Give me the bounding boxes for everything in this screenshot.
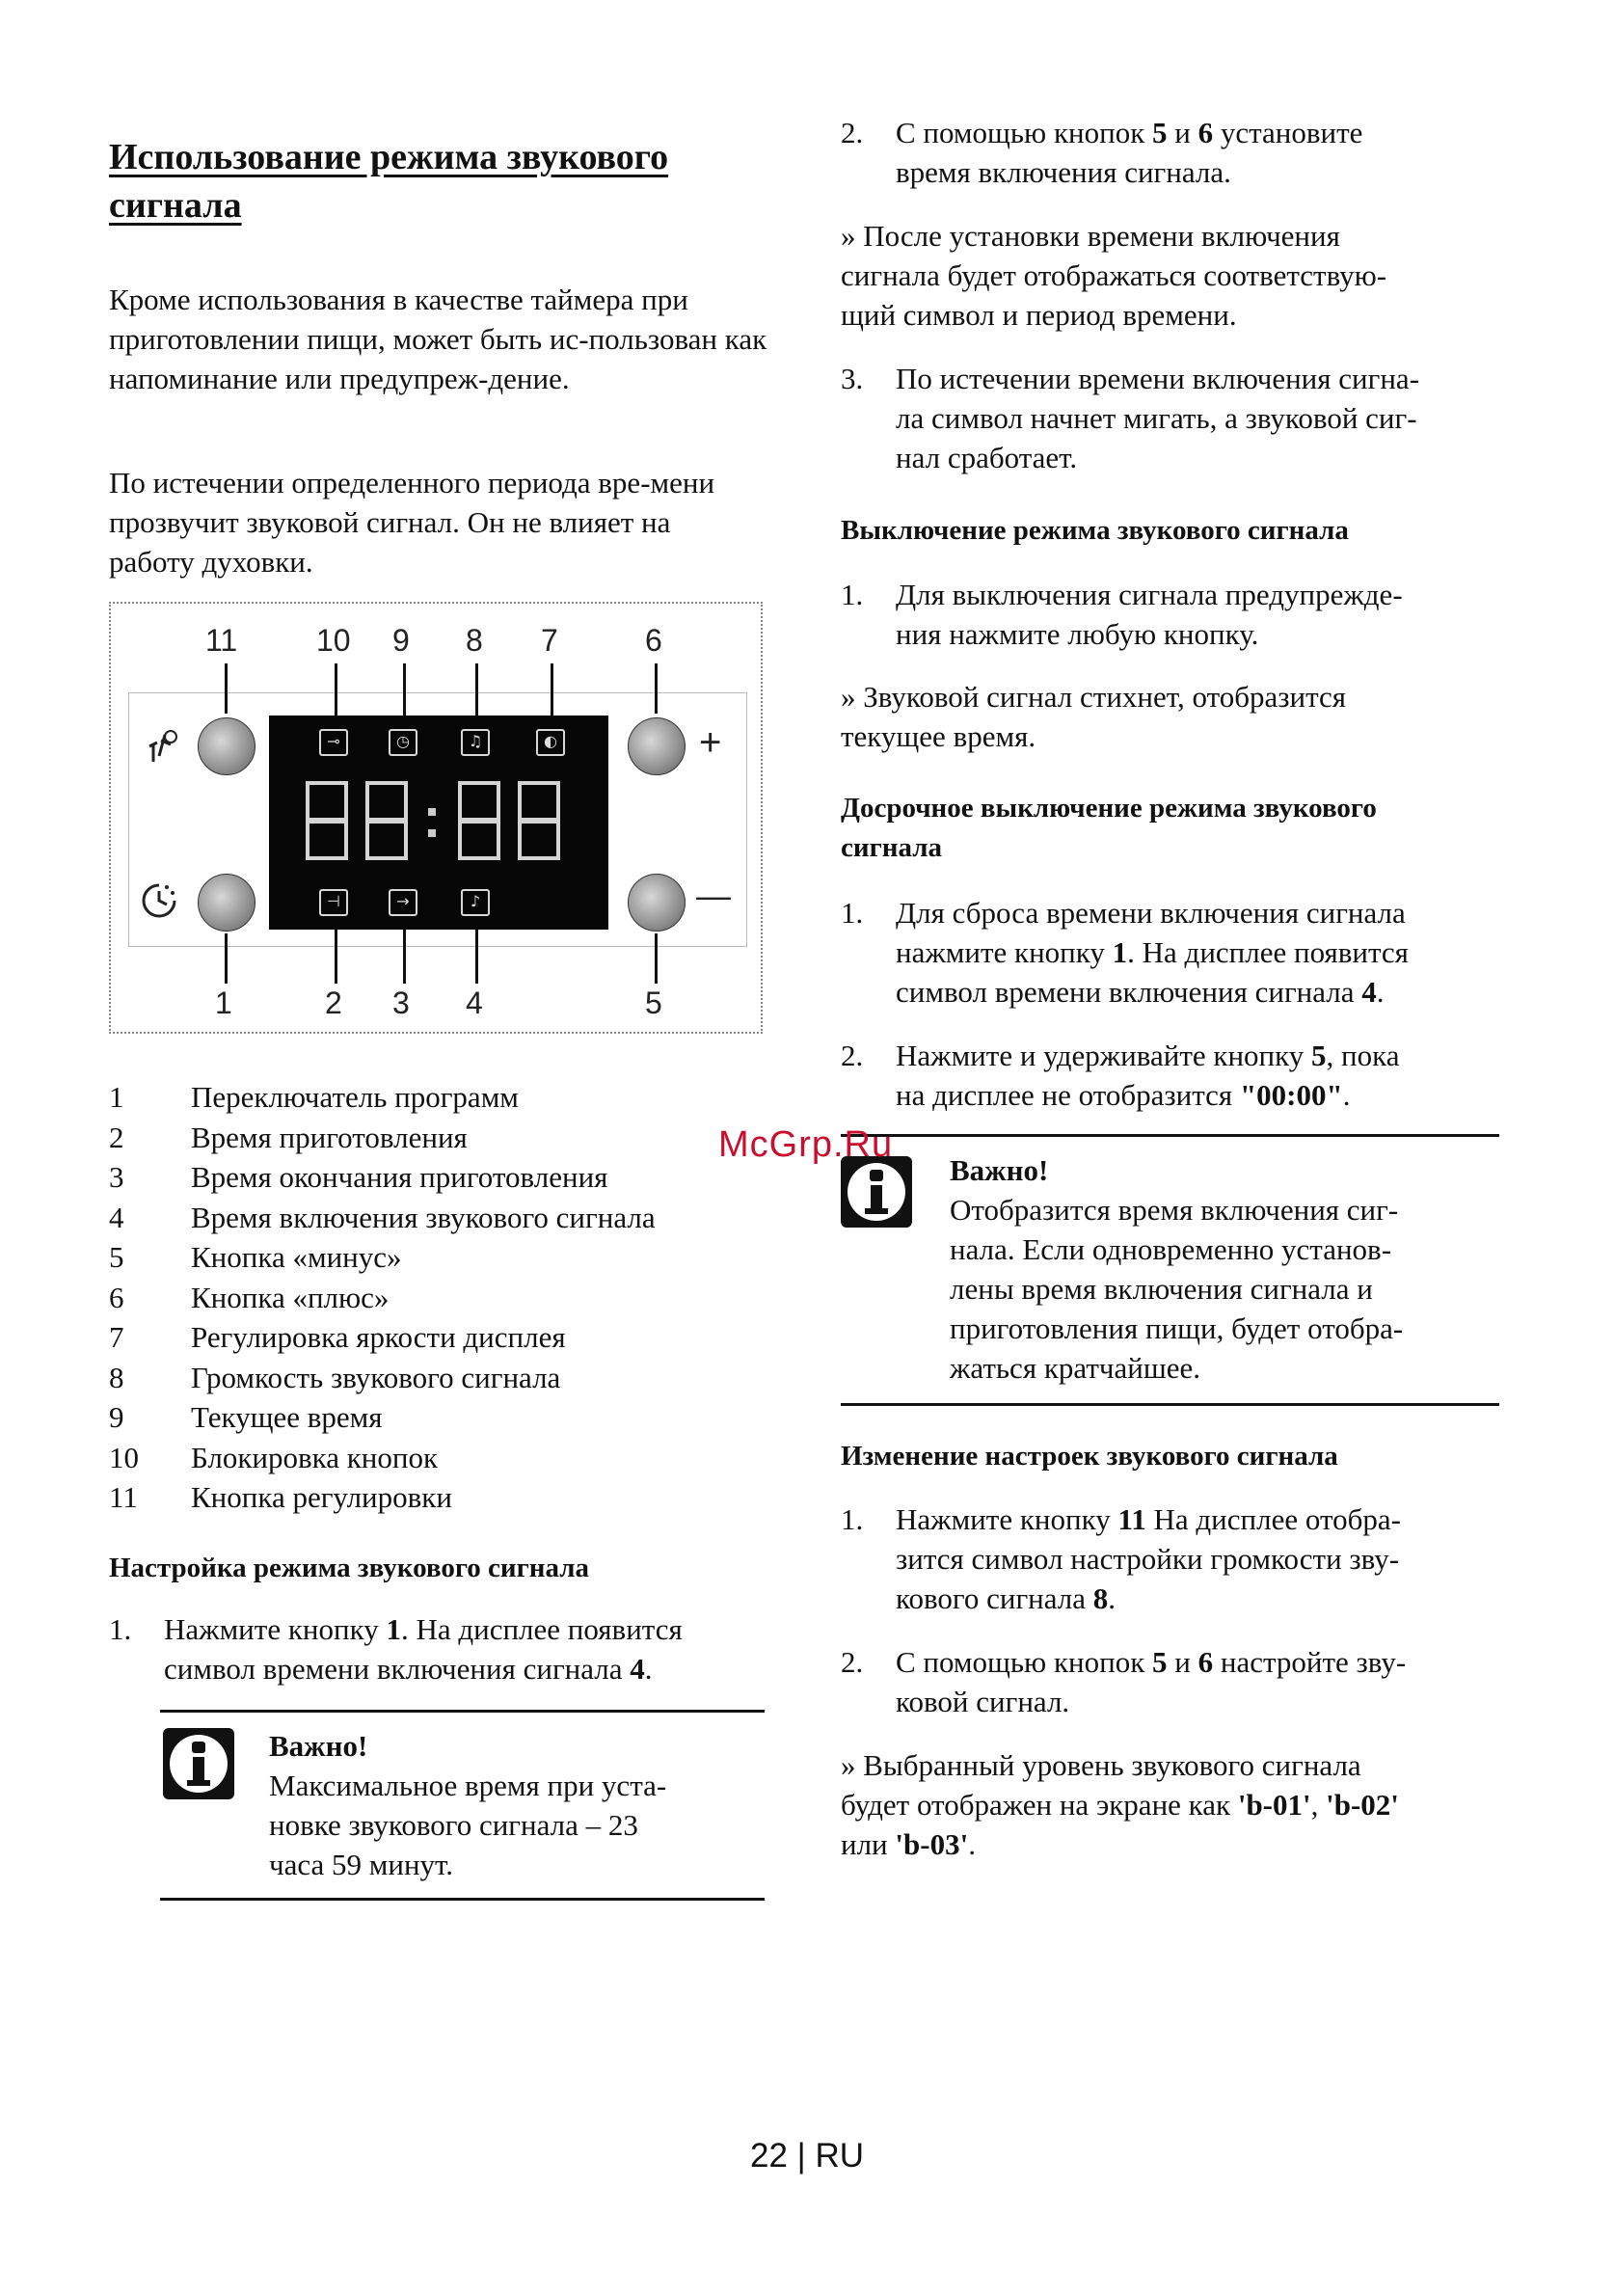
- legend-item: 5 Кнопка «минус»: [109, 1240, 402, 1274]
- legend-item: 10 Блокировка кнопок: [109, 1440, 439, 1474]
- legend-item: 1 Переключатель программ: [109, 1080, 519, 1114]
- important-line: часа 59 минут.: [269, 1848, 454, 1881]
- timer-icon: [138, 879, 180, 922]
- change-step-1: 1. Нажмите кнопку 11 На дисплее отобра- зится символ настройки громкости зву- кового сигнала 8.: [841, 1502, 1401, 1615]
- minus-button-5[interactable]: [628, 874, 686, 932]
- settings-icon: [146, 727, 180, 766]
- adjust-button-11[interactable]: [198, 717, 256, 775]
- change-heading: Изменение настроек звукового сигнала: [841, 1441, 1338, 1472]
- intro-paragraph-2: По истечении определенного периода вре-мени прозвучит звуковой сигнал. Он не влияет на работу духовки.: [109, 466, 715, 579]
- early-off-heading: Досрочное выключение режима звукового сигнала: [841, 793, 1377, 863]
- early-step-2: 2. Нажмите и удерживайте кнопку 5, пока на дисплее не отобразится "00:00".: [841, 1039, 1400, 1112]
- brightness-icon: ◐: [536, 729, 565, 756]
- intro-paragraph-1: Кроме использования в качестве таймера при приготовлении пищи, может быть ис-пользован как напоминание или предупреж-дение.: [109, 283, 767, 395]
- legend-item: 11 Кнопка регулировки: [109, 1480, 452, 1514]
- important-line: жаться кратчайшее.: [950, 1351, 1200, 1385]
- plus-sign: +: [699, 721, 722, 764]
- watermark: McGrp.Ru: [718, 1124, 894, 1165]
- info-icon: [163, 1728, 234, 1799]
- volume-icon: ♫: [461, 729, 490, 756]
- callout-2: 2: [325, 986, 342, 1020]
- off-heading: Выключение режима звукового сигнала: [841, 515, 1349, 546]
- legend-item: 9 Текущее время: [109, 1400, 383, 1434]
- callout-10: 10: [316, 623, 351, 658]
- setup-step-1: 1. Нажмите кнопку 1. На дисплее появится символ времени включения сигнала 4.: [109, 1612, 683, 1686]
- control-panel-diagram: [109, 602, 763, 1034]
- alarm-bell-icon: ♪: [461, 889, 490, 916]
- early-step-1: 1. Для сброса времени включения сигнала нажмите кнопку 1. На дисплее появится символ времени включения сигнала 4.: [841, 896, 1409, 1009]
- change-step-2: 2. С помощью кнопок 5 и 6 настройте зву- ковой сигнал.: [841, 1645, 1407, 1718]
- change-note: » Выбранный уровень звукового сигнала будет отображен на экране как 'b-01', 'b-02' или 'b-03'.: [841, 1748, 1399, 1861]
- callout-6: 6: [645, 623, 662, 658]
- legend-item: 4 Время включения звукового сигнала: [109, 1200, 656, 1234]
- legend-item: 3 Время окончания приготовления: [109, 1160, 608, 1194]
- important-line: нала. Если одновременно установ-: [950, 1232, 1392, 1266]
- legend-item: 2 Время приготовления: [109, 1120, 468, 1154]
- legend-item: 7 Регулировка яркости дисплея: [109, 1320, 566, 1354]
- setup-heading: Настройка режима звукового сигнала: [109, 1553, 589, 1583]
- clock-icon: ◷: [389, 729, 417, 756]
- important-line: приготовления пищи, будет отобра-: [950, 1311, 1404, 1345]
- important-line: Максимальное время при уста-: [269, 1769, 667, 1802]
- legend-list: [109, 1077, 656, 1518]
- important-line: новке звукового сигнала – 23: [269, 1808, 638, 1842]
- minus-sign: —: [696, 876, 731, 915]
- setup-step-2: 2. С помощью кнопок 5 и 6 установите время включения сигнала.: [841, 116, 1363, 189]
- callout-8: 8: [466, 623, 483, 658]
- off-note: » Звуковой сигнал стихнет, отобразится текущее время.: [841, 680, 1347, 753]
- important-note-2: [841, 1134, 1499, 1406]
- seven-segment-digits: [298, 779, 587, 866]
- legend-item: 8 Громкость звукового сигнала: [109, 1360, 561, 1394]
- important-line: Отобразится время включения сиг-: [950, 1193, 1399, 1227]
- important-line: лены время включения сигнала и: [950, 1272, 1373, 1306]
- info-icon: [841, 1156, 912, 1228]
- oven-display: [269, 716, 608, 930]
- callout-11: 11: [205, 623, 238, 658]
- callout-1: 1: [215, 986, 232, 1020]
- cook-time-icon: ⊣: [319, 889, 348, 916]
- callout-7: 7: [541, 623, 558, 658]
- callout-5: 5: [645, 986, 662, 1020]
- callout-4: 4: [466, 986, 483, 1020]
- note-after-setup: » После установки времени включения сигнала будет отображаться соответствую- щий символ и период времени.: [841, 219, 1387, 332]
- end-time-icon: →: [389, 889, 417, 916]
- important-note-1: [160, 1710, 765, 1901]
- page-title: Использование режима звукового сигнала: [109, 137, 669, 226]
- callout-3: 3: [392, 986, 410, 1020]
- callout-9: 9: [392, 623, 410, 658]
- program-button-1[interactable]: [198, 874, 256, 932]
- off-step-1: 1. Для выключения сигнала предупрежде- ния нажмите любую кнопку.: [841, 578, 1403, 651]
- important-title: Важно!: [269, 1729, 368, 1763]
- legend-item: 6 Кнопка «плюс»: [109, 1280, 390, 1314]
- key-lock-icon: ⊸: [319, 729, 348, 756]
- plus-button-6[interactable]: [628, 717, 686, 775]
- setup-step-3: 3. По истечении времени включения сигна- ла символ начнет мигать, а звуковой сиг- нал сработает.: [841, 362, 1420, 474]
- important-title: Важно!: [950, 1153, 1049, 1187]
- page-number: 22 | RU: [750, 2137, 865, 2174]
